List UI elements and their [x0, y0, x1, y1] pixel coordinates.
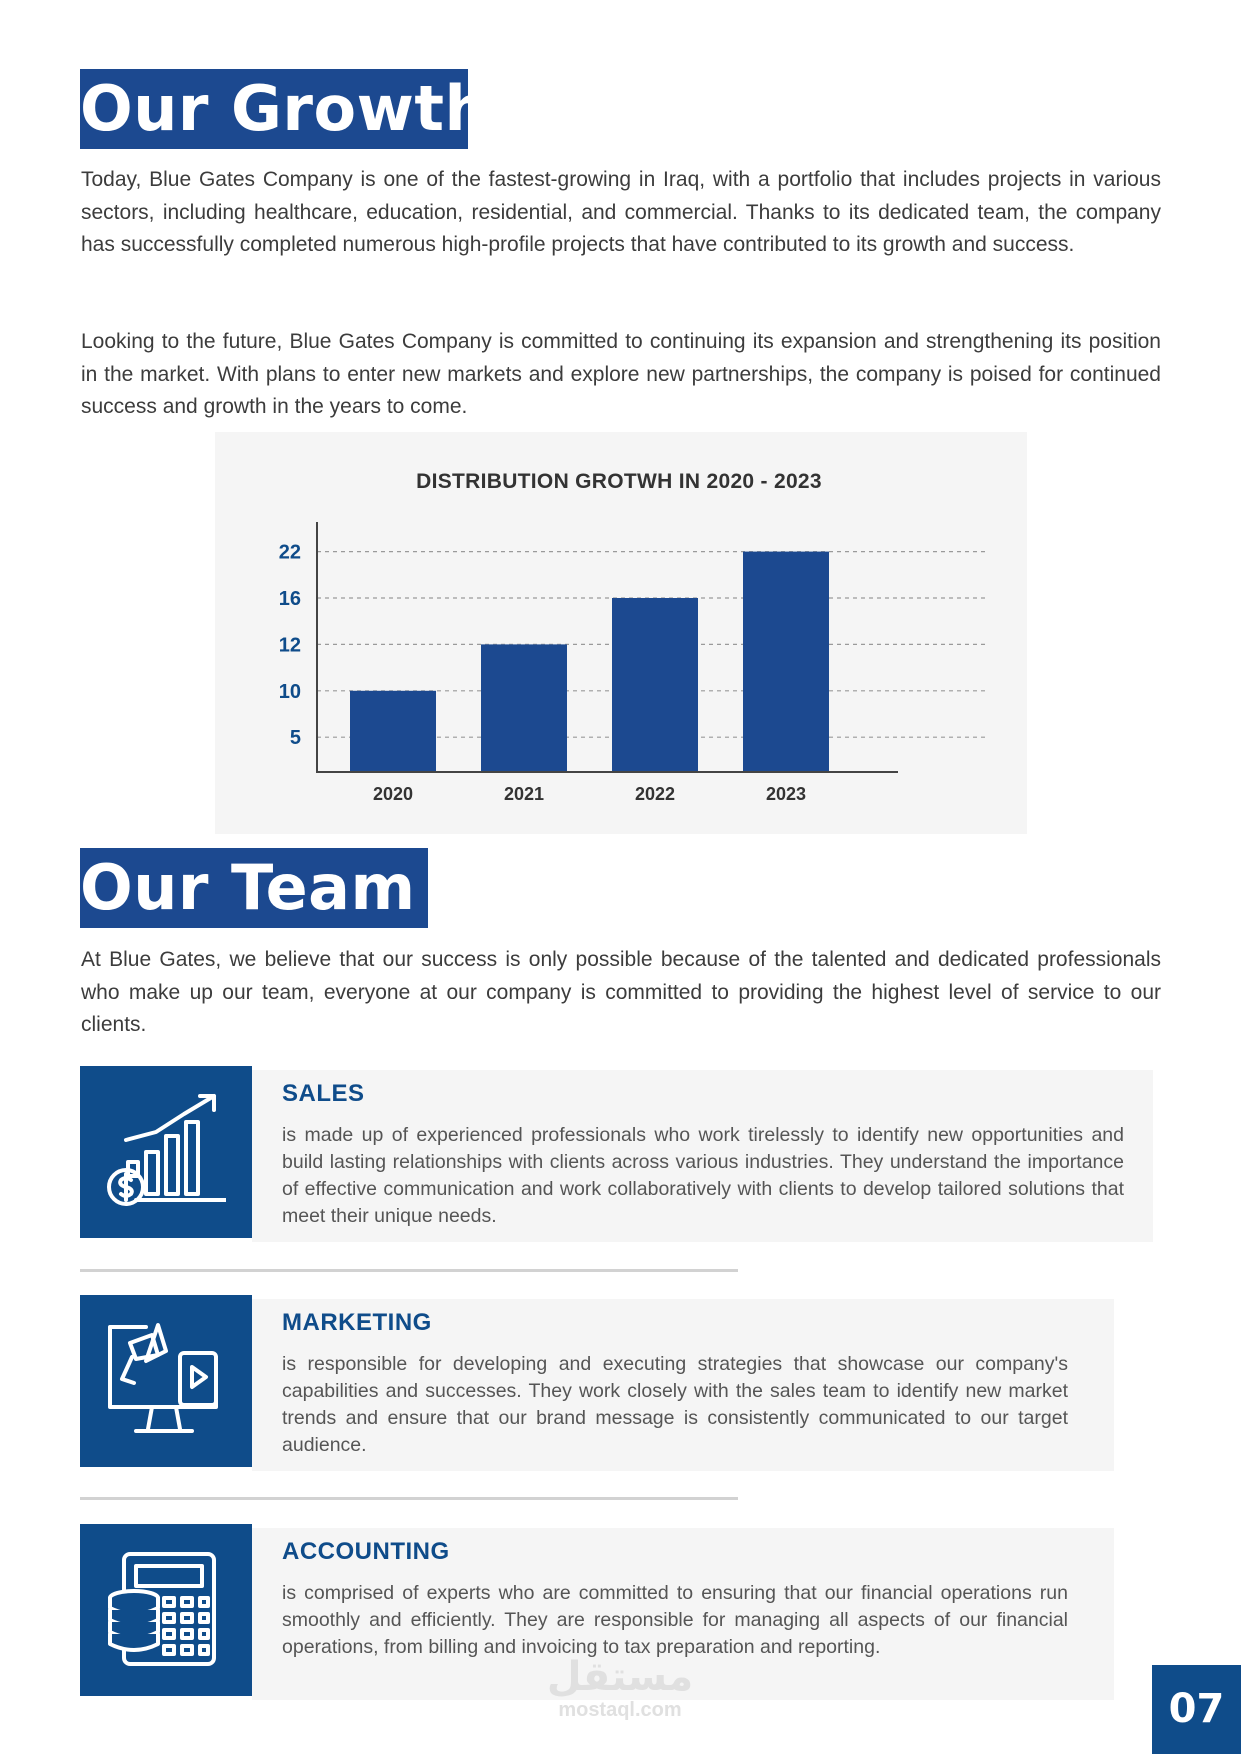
x-tick-label-2022: 2022: [634, 784, 676, 804]
chart-plot: [215, 432, 1027, 834]
marketing-megaphone-icon: [106, 1321, 226, 1441]
accounting-icon-tile: [80, 1524, 252, 1696]
marketing-icon-tile: [80, 1295, 252, 1467]
sales-chart-icon: [106, 1092, 226, 1212]
sales-icon-tile: [80, 1066, 252, 1238]
x-tick-label-2023: 2023: [765, 784, 807, 804]
divider-1: [80, 1269, 738, 1272]
sales-card: [252, 1070, 1153, 1242]
department-sales: [80, 1066, 1153, 1238]
watermark: [540, 1655, 700, 1721]
bar-2022: [612, 598, 698, 772]
chart-title: DISTRIBUTION GROTWH IN 2020 - 2023: [416, 470, 822, 493]
y-tick-label-10: 10: [278, 680, 301, 703]
marketing-description: is responsible for developing and executing strategies that showcase our company's capabilities and successes. They work closely with the sales team to identify new market trends and ensure that our brand message is consistently communicated to our target audience.: [282, 1353, 1068, 1456]
calculator-coins-icon: [106, 1550, 226, 1670]
our-team-title: Our Team: [80, 848, 428, 928]
growth-chart: [215, 432, 1027, 834]
accounting-heading: ACCOUNTING: [282, 1538, 450, 1565]
x-tick-label-2021: 2021: [503, 784, 545, 804]
page-number: 07: [1152, 1665, 1241, 1754]
sales-heading: SALES: [282, 1080, 365, 1107]
marketing-heading: MARKETING: [282, 1309, 432, 1336]
our-growth-title: Our Growth: [80, 69, 468, 149]
bar-2020: [350, 691, 436, 772]
watermark-latin: mostaql.com: [558, 1699, 682, 1721]
bar-2021: [481, 644, 567, 772]
growth-paragraph-2: Looking to the future, Blue Gates Company is committed to continuing its expansion and strengthening its position in the market. With plans to enter new markets and explore new partnerships, the company is poised for continued success and growth in the years to come.: [81, 330, 1161, 418]
y-tick-label-5: 5: [289, 727, 301, 750]
team-paragraph: At Blue Gates, we believe that our success is only possible because of the talented and dedicated professionals who make up our team, everyone at our company is committed to providing the highest level of service to our clients.: [81, 948, 1161, 1036]
department-marketing: [80, 1295, 1114, 1467]
y-tick-label-16: 16: [278, 588, 301, 610]
marketing-card: [252, 1299, 1114, 1471]
bar-2023: [743, 552, 829, 772]
y-tick-label-22: 22: [278, 541, 301, 564]
divider-2: [80, 1497, 738, 1500]
x-tick-label-2020: 2020: [372, 784, 414, 804]
growth-paragraph-1: Today, Blue Gates Company is one of the fastest-growing in Iraq, with a portfolio that includes projects in various sectors, including healthcare, education, residential, and commercial. Thanks to its dedicated team, the company has successfully completed numerous high-profile projects that have contributed to its growth and success.: [81, 168, 1161, 256]
accounting-description: is comprised of experts who are committed to ensuring that our financial operations run smoothly and efficiently. They are responsible for managing all aspects of our financial operations, from billing and invoicing to tax preparation and reporting.: [282, 1582, 1068, 1658]
sales-description: is made up of experienced professionals who work tirelessly to identify new opportunities and build lasting relationships with clients across various industries. They understand the importance of effective communication and work collaboratively with clients to develop tailored solutions that meet their unique needs.: [282, 1124, 1124, 1227]
watermark-arabic: مستقل: [546, 1655, 694, 1699]
y-tick-label-12: 12: [278, 634, 301, 657]
